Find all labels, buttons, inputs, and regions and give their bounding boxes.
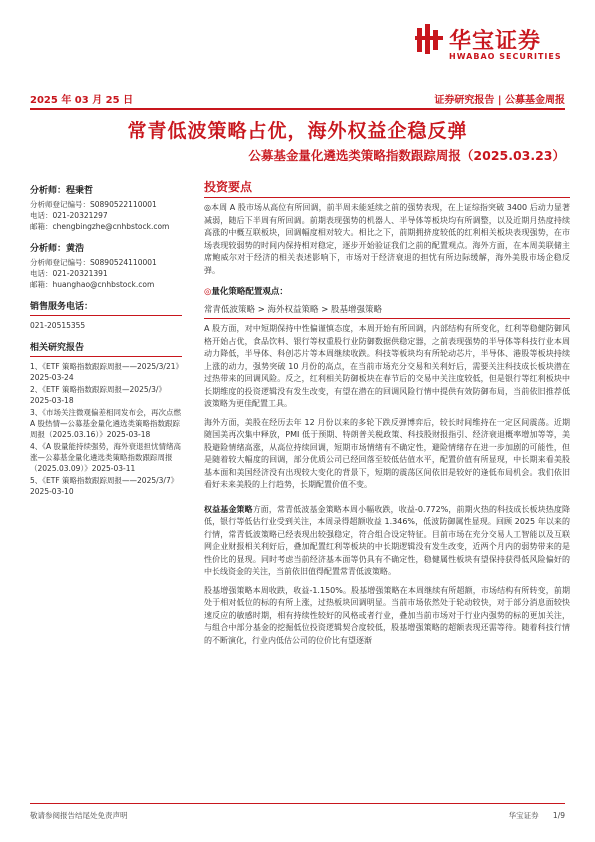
report-subtitle: 公募基金量化遴选类策略指数跟踪周报（2025.03.23） [248, 148, 565, 163]
point-heading [204, 285, 570, 297]
point-heading-label: 量化策略配置观点： [211, 287, 288, 297]
report-date: 2025 年 03 月 25 日 [30, 95, 134, 106]
analyst-phone: 电话：021-20321297 [30, 211, 108, 220]
sales-phone: 021-20515355 [30, 321, 86, 330]
analyst-email[interactable]: 邮箱：chengbingzhe@cnhbstock.com [30, 222, 170, 231]
enhanced-fund-paragraph: 股基增强策略本周收跌，收益-1.150%。股基增强策略在本周继续有所超额，市场结构有所转变，前期处于相对低位的标的有所上涨，过热板块回调明显。当前市场依然处于轮动较快，对于部分消息面较快速反应的敏感时期，相有持续性较好的风格或者行业，叠加当前市场对于行业内强势的标的更加关注，与组合中部分基金的挖掘低位投资逻辑契合度较低，股基增强策略的超额表现还需等待。随着科技行情的不断演化，行业内低估公司的位价比有望逐渐 [204, 585, 570, 645]
analyst-block [30, 186, 182, 232]
sales-heading: 销售服务电话： [30, 302, 182, 316]
a-share-paragraph: A 股方面，对中短期保持中性偏谨慎态度，本周开始有所回调，内部结构有所变化，红利等稳健防御风格开始占优，食品饮料、银行等权重股行业防御数据供稳定器，之前表现强势的半导体等科技行业本周动力降低，半导体、科创芯片等本周继续收跌。科技等板块均有所轮动芯片，半导体、港股等板块持续上涨的动力，强势突破 10 月份的高点，在当前市场充分交易和关利好后，需要关注科技成长板块潜在过热带来的回调风险。反之，红利相关防御板块在春节后的交易中关注度较低，但是银行等红利板块中长期维度的投资逻辑没有发生改变，有望在潜在的回调风险行情中提供有效防御布局，当前依旧推荐低波策略为更佳配置工具。 [204, 324, 570, 408]
report-type: 证券研究报告 | 公募基金周报 [434, 95, 565, 106]
main-content [204, 178, 570, 653]
analyst-cert: 分析师登记编号：S0890522110001 [30, 200, 157, 209]
analyst-name: 分析师：黄浩 [30, 244, 85, 254]
strategy-breadcrumb: 常青低波策略 > 海外权益策略 > 股基增强策略 [204, 303, 570, 319]
header-bar [30, 91, 565, 107]
page-footer [30, 803, 565, 822]
analyst-email[interactable]: 邮箱：huanghao@cnhbstock.com [30, 280, 155, 289]
divider [541, 811, 551, 820]
analyst-block [30, 244, 182, 290]
related-report-link[interactable]: 1、《ETF 策略指数跟踪周报——2025/3/21》2025-03-24 [30, 362, 180, 382]
brand-name-cn: 华宝证券 [449, 29, 542, 54]
related-report-link[interactable]: 2、《ETF 策略指数跟踪周报—2025/3/》2025-03-18 [30, 385, 166, 405]
equity-fund-lead: 权益基金策略 [204, 504, 253, 514]
report-title: 常青低波策略占优，海外权益企稳反弹 [127, 120, 468, 142]
brand-name-en: HWABAO SECURITIES [449, 52, 562, 61]
investment-highlights-heading: 投资要点 [204, 178, 570, 198]
footer-page-info [509, 810, 565, 821]
overseas-paragraph: 海外方面，美股在经历去年 12 月份以来的多轮下跌反弹博弈后，较长时间维持在一定区间震荡。近期随国美再次集中释放，PMI 低于预期、特朗普关税政策、科技股财报指引、经济衰退概率增加等等，美股避险情绪高涨，从高位持续回调，短期市场情绪有不确定性，避险情绪存在进一步加剧的可能性，但是随着较大幅度的回调，部分优质公司已经回落至较低估值水平，配置价值有所显现，中长期来看美股基本面和美国经济没有出现较大变化的背景下，短期的震荡区间依旧是较好的逢低布局机会。我们依旧看好未来美股的上行趋势，长期配置价值不变。 [204, 417, 570, 489]
related-reports [30, 343, 182, 497]
related-report-link[interactable]: 5、《ETF 策略指数跟踪周报——2025/3/7》2025-03-10 [30, 476, 179, 496]
sidebar [30, 186, 182, 509]
page-number: 1/9 [552, 811, 565, 820]
equity-fund-paragraph [204, 504, 570, 579]
analyst-phone: 电话：021-20321391 [30, 269, 108, 278]
header-divider [30, 108, 565, 110]
related-report-link[interactable]: 3、《市场关注微观偏差相同发布会，再次点燃 A 股热情—公募基金量化遴选类策略指数跟踪周报（2025.03.16）》2025-03-18 [30, 408, 182, 439]
related-report-link[interactable]: 4、《A 股量能持续强势，海外衰退担忧情绪高涨—公募基金量化遴选类策略指数跟踪周报（2025.03.09）》2025-03-11 [30, 442, 182, 473]
analyst-name: 分析师：程秉哲 [30, 186, 94, 196]
footer-disclaimer: 敬请参阅报告结尾处免责声明 [30, 811, 128, 820]
intro-paragraph: ◎本周 A 股市场从高位有所回调，前半周未能延续之前的强势表现，在上证综指突破 3400 后动力显著减弱，随后下半周有所回调。前期表现强势的机器人、半导体等板块均有所调整，以及近期月热度持续高涨的中概互联板块，回调幅度相对较大。相比之下，前期拥挤度较低的红利相关板块表现强势，在市场表现较弱势的时间内保持相对稳定，逐步开始验证我们之前的配置观点。海外方面，在本周美联储主席鲍威尔对于经济的相关表述影响下，市场对于经济衰退的担忧有所边际缓解，海外美股市场企稳反弹。 [204, 203, 570, 275]
brand-logo [415, 22, 565, 72]
related-heading: 相关研究报告 [30, 343, 182, 357]
equity-fund-body: 方面，常青低波基金策略本周小幅收跌，收益-0.772%，前期火热的科技成长板块热度降低，银行等低估行业受到关注，本周录得超额收益 1.346%，低波防御属性显现。回顾 2025 年以来的行情，常青低波策略已经表现出较强稳定，符合组合设定特征。目前市场在充分交易人工智能以及互联网企业财报相关利好后，叠加配置红利等板块的中长期逻辑没有发生改变，近两个月内的弱势带来的是性价比的显现。同时考虑当前经济基本面等仍具有不确定性，稳健属性板块有望保持获得低风险偏好的中长线资金的关注，当前依旧值得配置常青低波策略。 [204, 504, 571, 576]
hwabao-logo-icon [415, 24, 445, 54]
analyst-cert: 分析师登记编号：S0890524110001 [30, 258, 157, 267]
bullet-icon: ◎ [204, 287, 212, 297]
footer-company: 华宝证券 [508, 811, 539, 820]
sales-block [30, 302, 182, 331]
